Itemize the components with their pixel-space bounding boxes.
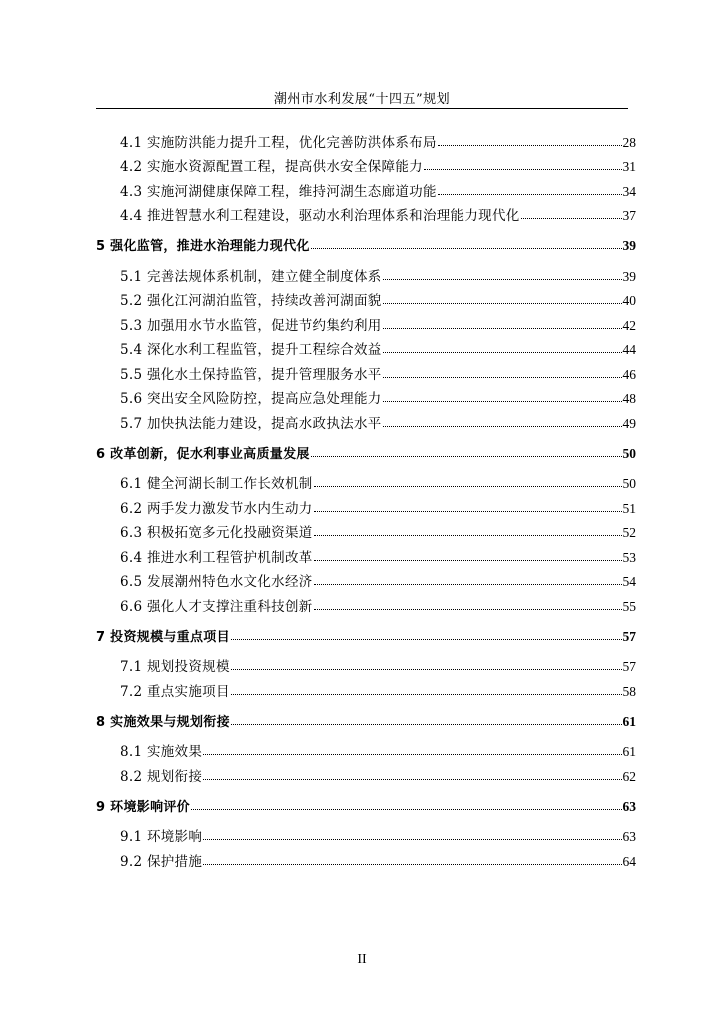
toc-section-entry[interactable] (96, 200, 636, 225)
toc-entry-page: 61 (622, 713, 636, 729)
toc-entry-page: 63 (622, 829, 636, 844)
dot-leader (311, 248, 622, 249)
toc-entry-title: 7.1 规划投资规模 (120, 659, 230, 675)
toc-chapter-entry[interactable] (96, 706, 636, 730)
dot-leader (383, 401, 622, 402)
toc-section-entry[interactable] (96, 285, 636, 310)
toc-entry-page: 50 (622, 476, 636, 491)
toc-entry-page: 63 (622, 798, 636, 814)
toc-entry-title: 6.1 健全河湖长制工作长效机制 (120, 476, 313, 492)
toc-entry-title: 5.2 强化江河湖泊监管，持续改善河湖面貌 (120, 293, 382, 309)
dot-leader (191, 809, 622, 810)
toc-entry-title: 5.5 强化水土保持监管，提升管理服务水平 (120, 366, 382, 383)
toc-section-entry[interactable] (96, 175, 636, 200)
header-rule (96, 108, 628, 109)
dot-leader (438, 145, 622, 146)
dot-leader (383, 303, 622, 304)
dot-leader (314, 584, 622, 585)
toc-entry-page: 55 (622, 598, 636, 614)
dot-leader (383, 377, 622, 378)
toc-section-entry[interactable] (96, 821, 636, 846)
dot-leader (521, 218, 622, 219)
toc-entry-title: 4.2 实施水资源配置工程，提高供水安全保障能力 (120, 159, 423, 175)
dot-leader (383, 352, 622, 353)
toc-section-entry[interactable] (96, 151, 636, 176)
dot-leader (311, 456, 622, 457)
toc-entry-title: 6 改革创新，促水利事业高质量发展 (96, 446, 310, 462)
dot-leader (203, 779, 621, 780)
toc-entry-page: 46 (622, 366, 636, 382)
toc-chapter-entry[interactable] (96, 621, 636, 645)
dot-leader (203, 839, 621, 840)
toc-entry-page: 44 (622, 342, 636, 357)
toc-entry-title: 6.6 强化人才支撑注重科技创新 (120, 598, 313, 615)
dot-leader (383, 426, 622, 427)
toc-section-entry[interactable] (96, 651, 636, 676)
toc-entry-page: 64 (622, 853, 636, 869)
toc-entry-title: 8 实施效果与规划衔接 (96, 714, 230, 730)
toc-entry-title: 5.6 突出安全风险防控，提高应急处理能力 (120, 391, 382, 407)
toc-chapter-entry[interactable] (96, 230, 636, 254)
toc-entry-title: 5.1 完善法规体系机制，建立健全制度体系 (120, 268, 382, 285)
dot-leader (424, 169, 622, 170)
toc-section-entry[interactable] (96, 492, 636, 517)
toc-entry-page: 37 (622, 208, 636, 223)
toc-entry-page: 57 (622, 628, 636, 644)
toc-entry-page: 42 (622, 317, 636, 333)
toc-section-entry[interactable] (96, 760, 636, 785)
toc-entry-page: 52 (622, 525, 636, 540)
dot-leader (314, 609, 622, 610)
toc-entry-title: 4.4 推进智慧水利工程建设，驱动水利治理体系和治理能力现代化 (120, 208, 520, 224)
toc-entry-page: 39 (622, 238, 636, 253)
toc-entry-title: 5.3 加强用水节水监管，促进节约集约利用 (120, 317, 382, 334)
dot-leader (314, 535, 622, 536)
toc-entry-page: 54 (622, 574, 636, 589)
toc-section-entry[interactable] (96, 126, 636, 151)
toc-entry-title: 6.2 两手发力激发节水内生动力 (120, 500, 313, 517)
table-of-contents (96, 126, 636, 870)
toc-entry-title: 9.1 环境影响 (120, 829, 203, 845)
toc-entry-page: 62 (622, 768, 636, 784)
toc-section-entry[interactable] (96, 675, 636, 700)
toc-entry-page: 31 (622, 159, 636, 174)
toc-section-entry[interactable] (96, 407, 636, 432)
toc-entry-title: 5 强化监管，推进水治理能力现代化 (96, 239, 310, 254)
toc-section-entry[interactable] (96, 517, 636, 542)
toc-entry-page: 40 (622, 293, 636, 308)
toc-chapter-entry[interactable] (96, 791, 636, 815)
dot-leader (383, 328, 622, 329)
header-title: 潮州市水利发展“十四五”规划 (273, 92, 451, 107)
dot-leader (438, 194, 622, 195)
toc-chapter-entry[interactable] (96, 438, 636, 462)
toc-section-entry[interactable] (96, 260, 636, 285)
toc-entry-page: 51 (622, 500, 636, 516)
dot-leader (314, 511, 622, 512)
toc-section-entry[interactable] (96, 541, 636, 566)
toc-section-entry[interactable] (96, 358, 636, 383)
toc-section-entry[interactable] (96, 845, 636, 870)
toc-section-entry[interactable] (96, 590, 636, 615)
dot-leader (231, 694, 622, 695)
toc-entry-title: 7.2 重点实施项目 (120, 683, 230, 700)
toc-section-entry[interactable] (96, 566, 636, 591)
toc-entry-title: 5.7 加快执法能力建设，提高水政执法水平 (120, 415, 382, 432)
toc-entry-title: 4.3 实施河湖健康保障工程，维持河湖生态廊道功能 (120, 183, 437, 200)
toc-entry-page: 57 (622, 659, 636, 674)
toc-section-entry[interactable] (96, 334, 636, 359)
toc-entry-page: 58 (622, 683, 636, 699)
toc-entry-title: 4.1 实施防洪能力提升工程，优化完善防洪体系布局 (120, 134, 437, 151)
toc-entry-page: 49 (622, 415, 636, 431)
toc-entry-title: 7 投资规模与重点项目 (96, 629, 230, 645)
toc-entry-title: 9 环境影响评价 (96, 799, 190, 815)
toc-section-entry[interactable] (96, 383, 636, 408)
dot-leader (203, 864, 621, 865)
toc-entry-page: 34 (622, 183, 636, 199)
toc-entry-title: 6.4 推进水利工程管护机制改革 (120, 549, 313, 566)
toc-entry-page: 53 (622, 549, 636, 565)
toc-entry-title: 8.2 规划衔接 (120, 768, 203, 785)
toc-entry-page: 48 (622, 391, 636, 406)
toc-section-entry[interactable] (96, 468, 636, 493)
toc-section-entry[interactable] (96, 736, 636, 761)
page-number: II (357, 952, 367, 967)
toc-entry-page: 39 (622, 268, 636, 284)
toc-entry-title: 5.4 深化水利工程监管，提升工程综合效益 (120, 342, 382, 358)
dot-leader (231, 669, 622, 670)
dot-leader (231, 639, 622, 640)
toc-section-entry[interactable] (96, 309, 636, 334)
toc-entry-page: 50 (622, 445, 636, 461)
dot-leader (203, 754, 621, 755)
toc-entry-title: 8.1 实施效果 (120, 744, 203, 760)
dot-leader (314, 486, 622, 487)
toc-entry-page: 61 (622, 744, 636, 759)
dot-leader (314, 560, 622, 561)
toc-entry-title: 6.3 积极拓宽多元化投融资渠道 (120, 525, 313, 541)
dot-leader (383, 279, 622, 280)
toc-entry-page: 28 (622, 134, 636, 150)
dot-leader (231, 724, 622, 725)
toc-entry-title: 6.5 发展潮州特色水文化水经济 (120, 574, 313, 590)
toc-entry-title: 9.2 保护措施 (120, 853, 203, 870)
